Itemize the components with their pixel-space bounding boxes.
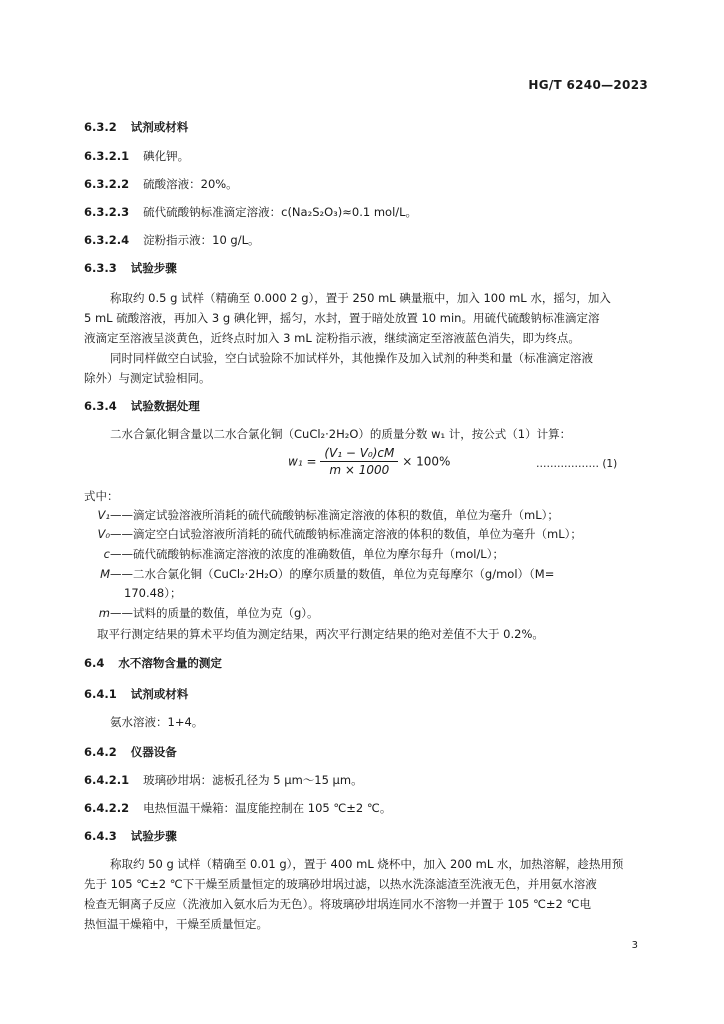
clause-number: 6.3.2.2 bbox=[84, 177, 130, 191]
formula bbox=[288, 446, 450, 477]
section-title: 试验步骤 bbox=[130, 261, 177, 275]
section-heading-6-3-3 bbox=[84, 260, 177, 276]
clause-text: 硫酸溶液：20%。 bbox=[143, 177, 238, 191]
formula-number: ……………… (1) bbox=[536, 458, 618, 470]
symbol: m bbox=[98, 606, 110, 620]
paragraph-line: 5 mL 硫酸溶液，再加入 3 g 碘化钾，摇匀，水封，置于暗处放置 10 min。用硫代硫酸钠标准滴定溶 bbox=[84, 311, 600, 325]
clause-number: 6.3.2.1 bbox=[84, 149, 130, 163]
symbol-definition bbox=[84, 566, 554, 582]
section-heading-6-3-4 bbox=[84, 398, 200, 414]
section-number: 6.3.4 bbox=[84, 399, 117, 413]
clause-text: 硫代硫酸钠标准滴定溶液：c(Na₂S₂O₃)≈0.1 mol/L。 bbox=[143, 205, 418, 219]
clause-number: 6.4.2.2 bbox=[84, 801, 130, 815]
paragraph-line: 检查无铜离子反应（洗液加入氨水后为无色）。将玻璃砂坩埚连同水不溶物一并置于 105 ℃±2 ℃电 bbox=[84, 897, 591, 911]
section-heading-6-4-3 bbox=[84, 828, 177, 844]
paragraph-line: 称取约 50 g 试样（精确至 0.01 g），置于 400 mL 烧杯中，加入 200 mL 水，加热溶解，趁热用预 bbox=[110, 857, 624, 871]
formula-numerator: (V₁ − V₀)cM bbox=[320, 446, 398, 462]
formula-lhs: w₁ = bbox=[288, 454, 317, 469]
section-number: 6.4.2 bbox=[84, 745, 117, 759]
section-title: 仪器设备 bbox=[130, 745, 177, 759]
clause-number: 6.3.2.4 bbox=[84, 233, 130, 247]
symbol: V₀ bbox=[97, 527, 110, 541]
clause-6-4-2-1 bbox=[84, 772, 363, 788]
clause-6-3-2-2 bbox=[84, 176, 238, 192]
page-number: 3 bbox=[631, 940, 638, 951]
section-heading-6-3-2 bbox=[84, 119, 188, 135]
clause-text: 氨水溶液：1+4。 bbox=[110, 715, 204, 729]
paragraph-line: 液滴定至溶液呈淡黄色，近终点时加入 3 mL 淀粉指示液，继续滴定至溶液蓝色消失，即为终点。 bbox=[84, 331, 580, 345]
section-title: 试剂或材料 bbox=[130, 120, 189, 134]
formula-fraction bbox=[320, 446, 398, 477]
definition-text: ——硫代硫酸钠标准滴定溶液的浓度的准确数值，单位为摩尔每升（mol/L）； bbox=[110, 547, 504, 561]
section-title: 试验数据处理 bbox=[130, 399, 200, 413]
definition-text: 170.48）； bbox=[124, 586, 182, 600]
symbol-definition bbox=[84, 605, 319, 621]
definition-text: ——试料的质量的数值，单位为克（g）。 bbox=[110, 606, 319, 620]
symbol: V₁ bbox=[97, 508, 110, 522]
formula-intro: 二水合氯化铜含量以二水合氯化铜（CuCl₂·2H₂O）的质量分数 w₁ 计，按公式（1）计算： bbox=[110, 427, 572, 441]
paragraph-line: 热恒温干燥箱中，干燥至质量恒定。 bbox=[84, 917, 268, 931]
formula-denominator: m × 1000 bbox=[329, 463, 390, 477]
symbol: M bbox=[100, 567, 110, 581]
definition-text: ——滴定空白试验溶液所消耗的硫代硫酸钠标准滴定溶液的体积的数值，单位为毫升（mL）； bbox=[110, 527, 582, 541]
section-title: 试验步骤 bbox=[130, 829, 177, 843]
section-number: 6.4.1 bbox=[84, 687, 117, 701]
symbol-definition bbox=[84, 546, 504, 562]
section-heading-6-4-2 bbox=[84, 744, 177, 760]
definition-text: ——滴定试验溶液所消耗的硫代硫酸钠标准滴定溶液的体积的数值，单位为毫升（mL）； bbox=[110, 508, 559, 522]
clause-text: 碘化钾。 bbox=[143, 149, 190, 163]
clause-number: 6.4.2.1 bbox=[84, 773, 130, 787]
section-heading-6-4 bbox=[84, 655, 222, 671]
clause-6-3-2-1 bbox=[84, 148, 189, 164]
symbol-definition bbox=[84, 526, 582, 542]
clause-6-4-2-2 bbox=[84, 800, 391, 816]
definition-text: ——二水合氯化铜（CuCl₂·2H₂O）的摩尔质量的数值，单位为克每摩尔（g/mol）（M= bbox=[110, 567, 555, 581]
formula-rhs: × 100% bbox=[402, 454, 451, 469]
section-number: 6.3.2 bbox=[84, 120, 117, 134]
symbol-definition bbox=[84, 585, 182, 601]
clause-6-3-2-4 bbox=[84, 232, 260, 248]
where-label: 式中： bbox=[84, 489, 119, 503]
document-code: HG/T 6240—2023 bbox=[528, 78, 648, 92]
symbol-definition bbox=[84, 507, 559, 523]
paragraph-line: 先于 105 ℃±2 ℃下干燥至质量恒定的玻璃砂坩埚过滤，以热水洗涤滤渣至洗液无色，并用氨水溶液 bbox=[84, 877, 597, 891]
symbol: c bbox=[103, 547, 110, 561]
section-title: 水不溶物含量的测定 bbox=[118, 656, 222, 670]
clause-6-3-2-3 bbox=[84, 204, 417, 220]
section-number: 6.4 bbox=[84, 656, 105, 670]
clause-text: 电热恒温干燥箱：温度能控制在 105 ℃±2 ℃。 bbox=[143, 801, 392, 815]
section-heading-6-4-1 bbox=[84, 686, 188, 702]
paragraph-line: 同时同样做空白试验，空白试验除不加试样外，其他操作及加入试剂的种类和量（标准滴定溶液 bbox=[110, 351, 593, 365]
clause-text: 玻璃砂坩埚：滤板孔径为 5 μm～15 μm。 bbox=[143, 773, 363, 787]
clause-number: 6.3.2.3 bbox=[84, 205, 130, 219]
paragraph-line: 称取约 0.5 g 试样（精确至 0.000 2 g），置于 250 mL 碘量瓶中，加入 100 mL 水，摇匀，加入 bbox=[110, 291, 611, 305]
clause-text: 淀粉指示液：10 g/L。 bbox=[143, 233, 260, 247]
section-title: 试剂或材料 bbox=[130, 687, 189, 701]
section-number: 6.4.3 bbox=[84, 829, 117, 843]
section-number: 6.3.3 bbox=[84, 261, 117, 275]
paragraph-line: 除外）与测定试验相同。 bbox=[84, 371, 211, 385]
result-statement: 取平行测定结果的算术平均值为测定结果，两次平行测定结果的绝对差值不大于 0.2%。 bbox=[97, 627, 544, 641]
